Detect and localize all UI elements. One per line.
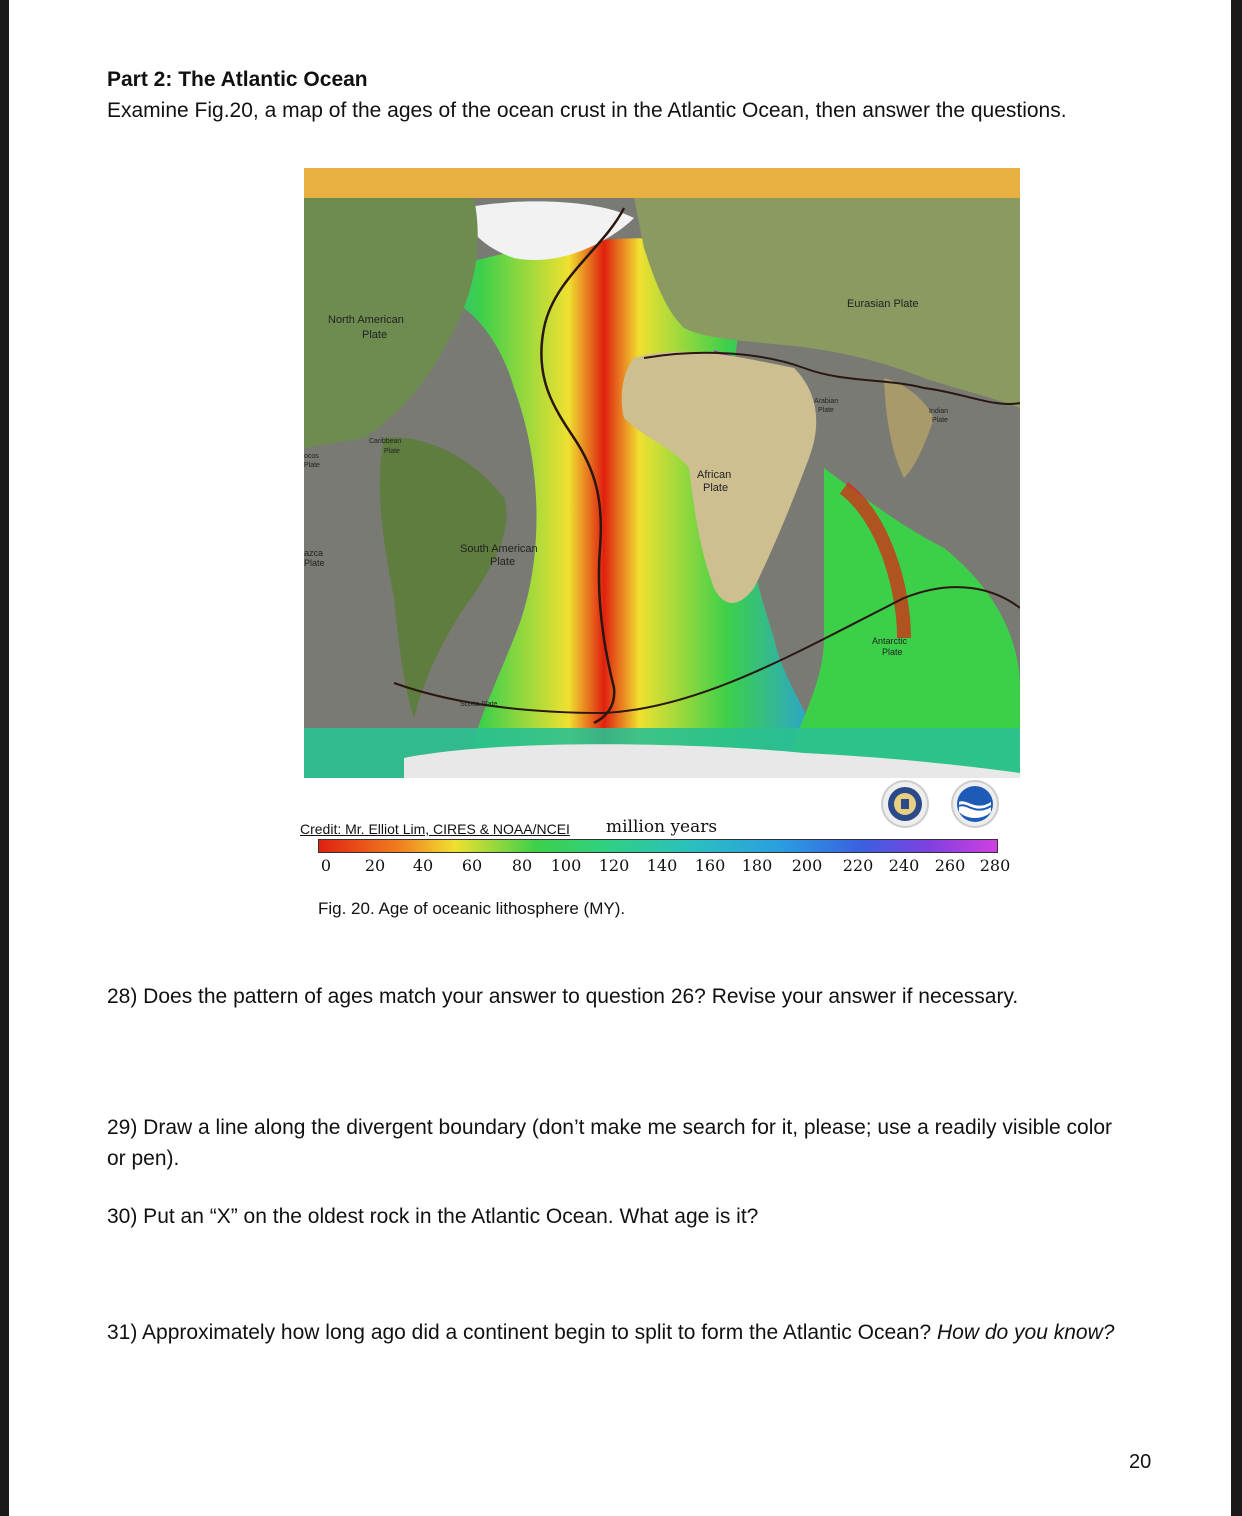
label-antarctic-1: Antarctic bbox=[872, 636, 908, 646]
tick-label: 20 bbox=[364, 856, 386, 875]
question-31-followup: How do you know? bbox=[937, 1321, 1115, 1344]
label-arabian-1: Arabian bbox=[814, 398, 839, 405]
tick-label: 260 bbox=[934, 856, 966, 875]
tick-label: 100 bbox=[550, 856, 582, 875]
label-nazca-2: Plate bbox=[304, 558, 325, 568]
tick-label: 140 bbox=[646, 856, 678, 875]
label-antarctic-2: Plate bbox=[882, 647, 903, 657]
tick-label: 60 bbox=[461, 856, 483, 875]
label-indian-1: Indian bbox=[929, 408, 949, 415]
figure-caption: Fig. 20. Age of oceanic lithosphere (MY). bbox=[318, 899, 626, 918]
tick-label: 0 bbox=[320, 856, 332, 875]
label-south-american-2: Plate bbox=[490, 556, 516, 568]
label-caribbean-1: Caribbean bbox=[369, 438, 402, 445]
tick-label: 200 bbox=[791, 856, 823, 875]
label-north-american-1: North American bbox=[328, 314, 404, 326]
label-eurasian: Eurasian Plate bbox=[847, 298, 919, 310]
noaa-logo-icon bbox=[953, 782, 997, 826]
label-caribbean-2: Plate bbox=[384, 448, 400, 455]
question-30: 30) Put an “X” on the oldest rock in the Atlantic Ocean. What age is it? bbox=[107, 1205, 759, 1228]
tick-label: 240 bbox=[888, 856, 920, 875]
intro-text: Examine Fig.20, a map of the ages of the ocean crust in the Atlantic Ocean, then answer the questions. bbox=[107, 99, 1067, 122]
label-north-american-2: Plate bbox=[362, 329, 388, 341]
figure-credit: Credit: Mr. Elliot Lim, CIRES & NOAA/NCEI bbox=[300, 821, 570, 837]
tick-label: 120 bbox=[598, 856, 630, 875]
tick-label: 40 bbox=[412, 856, 434, 875]
label-scotia: Scotia Plate bbox=[460, 701, 498, 708]
age-color-scale bbox=[318, 839, 998, 853]
question-29: 29) Draw a line along the divergent boundary (don’t make me search for it, please; use a readily visible color or pen). bbox=[107, 1116, 1113, 1170]
tick-label: 280 bbox=[979, 856, 1011, 875]
label-african-1: African bbox=[697, 469, 732, 481]
tick-label: 180 bbox=[741, 856, 773, 875]
label-cocos-1: ocos bbox=[304, 453, 319, 460]
page-number: 20 bbox=[1129, 1451, 1152, 1473]
tick-label: 160 bbox=[694, 856, 726, 875]
label-arabian-2: Plate bbox=[818, 407, 834, 414]
tick-label: 220 bbox=[842, 856, 874, 875]
question-31-text: 31) Approximately how long ago did a continent begin to split to form the Atlantic Ocean? bbox=[107, 1321, 932, 1344]
scale-unit-label: million years bbox=[606, 817, 718, 837]
label-nazca-1: azca bbox=[304, 548, 324, 558]
doc-seal-icon bbox=[883, 782, 927, 826]
label-south-american-1: South American bbox=[460, 543, 538, 555]
label-african-2: Plate bbox=[703, 482, 729, 494]
scale-tick-labels bbox=[300, 856, 1010, 876]
ocean-crust-age-map bbox=[304, 168, 1020, 778]
question-31 bbox=[107, 1317, 1117, 1348]
tick-label: 80 bbox=[511, 856, 533, 875]
question-28: 28) Does the pattern of ages match your answer to question 26? Revise your answer if necessary. bbox=[107, 985, 1019, 1008]
section-heading: Part 2: The Atlantic Ocean bbox=[107, 68, 368, 91]
label-cocos-2: Plate bbox=[304, 462, 320, 469]
label-indian-2: Plate bbox=[932, 417, 948, 424]
